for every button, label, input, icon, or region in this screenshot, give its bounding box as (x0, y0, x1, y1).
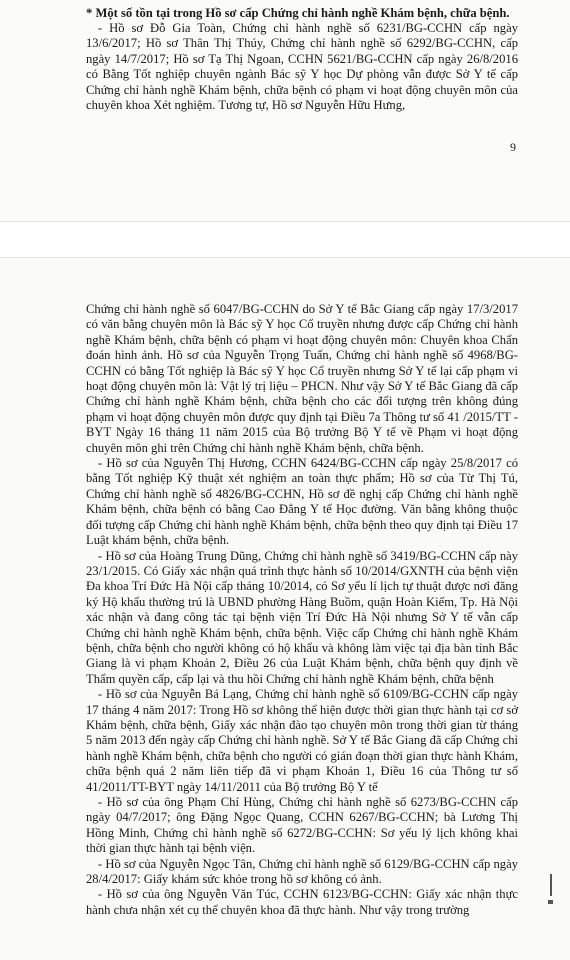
paragraph: - Hồ sơ của Nguyễn Thị Hương, CCHN 6424/BG-CCHN cấp ngày 25/8/2017 có bằng Tốt nghiệp Kỹ thuật xét nghiệm an toàn thực phẩm; Hồ sơ của Từ Thị Tú, Chứng chỉ hành nghề số 4826/BG-CCHN, Hồ sơ đề nghị cấp Chứng chỉ hành nghề Khám bệnh, chữa bệnh có bằng Cao Đẳng Y tế Học đường. Văn bằng không thuộc đối tượng cấp Chứng chỉ hành nghề Khám bệnh, chữa bệnh theo quy định tại Điều 17 Luật khám bệnh, chữa bệnh. (86, 456, 518, 548)
page-gap (0, 222, 570, 257)
paragraph: - Hồ sơ của ông Nguyễn Văn Túc, CCHN 6123/BG-CCHN: Giấy xác nhận thực hành chưa nhận xét cụ thể chuyên khoa đã thực hành. Như vậy trong trường (86, 887, 518, 917)
paragraph: Chứng chỉ hành nghề số 6047/BG-CCHN do Sở Y tế Bắc Giang cấp ngày 17/3/2017 có văn bằng chuyên môn là Bác sỹ Y học Cổ truyền nhưng được cấp Chứng chỉ hành nghề Khám bệnh, chữa bệnh có phạm vi hoạt động chuyên môn: Chuyên khoa Chẩn đoán hình ảnh. Hồ sơ của Nguyễn Trọng Tuấn, Chứng chỉ hành nghề số 4968/BG-CCHN có bằng Tốt nghiệp là Bác sỹ Y học Cổ truyền nhưng Sở Y tế lại cấp phạm vi hoạt động chuyên môn là: Vật lý trị liệu – PHCN. Như vậy Sở Y tế Bắc Giang đã cấp Chứng chỉ hành nghề Khám bệnh, chữa bệnh cho các đối tượng trên không đúng phạm vi hoạt động chuyên môn được quy định tại Điều 7a Thông tư số 41 /2015/TT - BYT Ngày 16 tháng 11 năm 2015 của Bộ trưởng Bộ Y tế về Phạm vi hoạt động chuyên môn ghi trên Chứng chỉ hành nghề Khám bệnh, chữa bệnh. (86, 302, 518, 455)
paragraph: - Hồ sơ của Nguyễn Bá Lạng, Chứng chỉ hành nghề số 6109/BG-CCHN cấp ngày 17 tháng 4 năm 2017: Trong Hồ sơ không thể hiện được thời gian thực hành tại cơ sở Khám bệnh, chữa bệnh, Giấy xác nhận đào tạo chuyên môn trong thời gian từ tháng 5 năm 2013 đến ngày cấp Chứng chỉ hành nghề. Sở Y tế Bắc Giang đã cấp Chứng chỉ hành nghề Khám bệnh, chữa bệnh cho người có gián đoạn thời gian thực hành Khám, chữa bệnh quá 2 năm liên tiếp đã vi phạm Khoản 1, Điều 16 của Thông tư số 41/2011/TT-BYT ngày 14/11/2011 của Bộ trưởng Bộ Y tế (86, 687, 518, 794)
page-top-content (86, 6, 518, 113)
paragraph: - Hồ sơ Đỗ Gia Toàn, Chứng chỉ hành nghề số 6231/BG-CCHN cấp ngày 13/6/2017; Hồ sơ Thân Thị Thúy, Chứng chỉ hành nghề số 6292/BG-CCHN, cấp ngày 14/7/2017; Hồ sơ Tạ Thị Ngoan, CCHN 5621/BG-CCHN cấp ngày 26/8/2016 có Bằng Tốt nghiệp chuyên ngành Bác sỹ Y học Dự phòng vẫn được Sở Y tế cấp Chứng chỉ hành nghề Khám bệnh, chữa bệnh có phạm vi hoạt động chuyên môn của chuyên khoa Xét nghiệm. Tương tự, Hồ sơ Nguyễn Hữu Hưng, (86, 21, 518, 113)
paragraph: - Hồ sơ của Hoàng Trung Dũng, Chứng chỉ hành nghề số 3419/BG-CCHN cấp này 23/1/2015. Có Giấy xác nhận quá trình thực hành số 10/2014/GXNTH của bệnh viện Đa khoa Trí Đức Hà Nội cấp tháng 10/2014, có Sơ yếu lí lịch tự thuật được nơi đăng ký Hộ khẩu thường trú là UBND phường Hàng Buồm, quận Hoàn Kiếm, Tp. Hà Nội xác nhận và đang công tác tại bệnh viện Trí Đức Hà Nội nhưng Sở Y tế vẫn cấp Chứng chỉ hành nghề Khám bệnh, chữa bệnh. Việc cấp Chứng chỉ hành nghề Khám bệnh, chữa bệnh cho người không có hộ khẩu và không làm việc tại địa bàn tỉnh Bắc Giang là vi phạm Khoản 2, Điều 26 của Luật Khám bệnh, chữa bệnh quy định về Thẩm quyền cấp, cấp lại và thu hồi Chứng chỉ hành nghề Khám bệnh, chữa bệnh (86, 548, 518, 686)
paragraph: - Hồ sơ của ông Phạm Chí Hùng, Chứng chỉ hành nghề số 6273/BG-CCHN cấp ngày 04/7/2017; ông Đặng Ngọc Quang, CCHN 6267/BG-CCHN; bà Lương Thị Hồng Minh, Chứng chỉ hành nghề số 6272/BG-CCHN: Sơ yếu lý lịch không khai thời gian thực hành tại bệnh viện. (86, 795, 518, 856)
document-page-bottom (0, 257, 570, 960)
section-heading: * Một số tồn tại trong Hồ sơ cấp Chứng chỉ hành nghề Khám bệnh, chữa bệnh. (86, 6, 510, 20)
margin-pen-mark (550, 874, 552, 896)
page-bottom-content (86, 302, 518, 918)
paragraph: - Hồ sơ của Nguyễn Ngọc Tân, Chứng chỉ hành nghề số 6129/BG-CCHN cấp ngày 28/4/2017: Giấy khám sức khỏe trong hồ sơ không có ảnh. (86, 856, 518, 887)
document-page-top (0, 0, 570, 222)
page-number: 9 (510, 140, 516, 154)
